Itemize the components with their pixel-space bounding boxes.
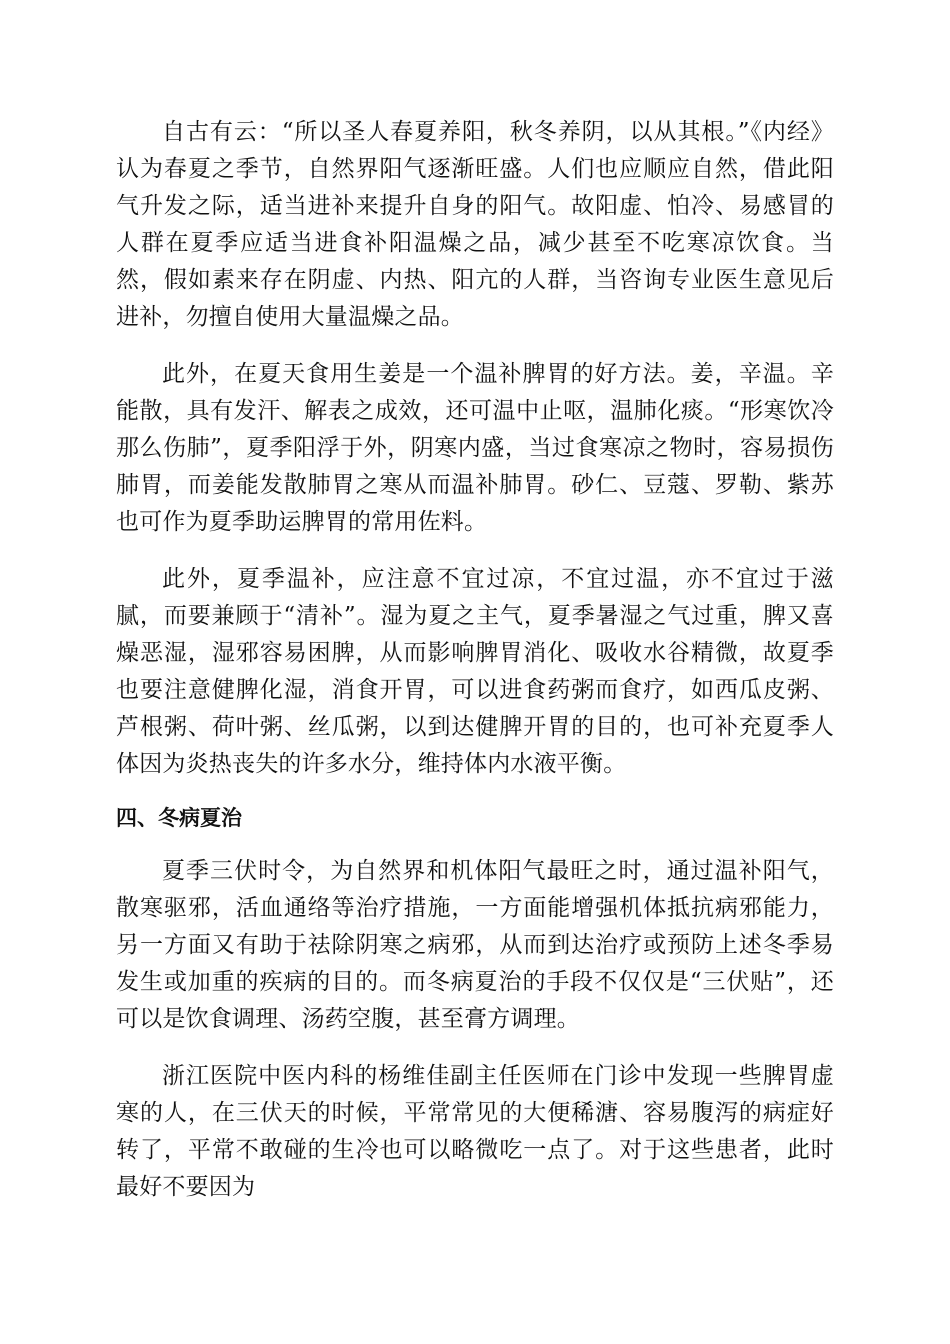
paragraph-ginger: 此外，在夏天食用生姜是一个温补脾胃的好方法。姜，辛温。辛能散，具有发汗、解表之成效，还可温中止呕，温肺化痰。“形寒饮冷那么伤肺”，夏季阳浮于外，阴寒内盛，当过食寒凉之物时，容易损伤肺胃，而姜能发散肺胃之寒从而温补肺胃。砂仁、豆蔻、罗勒、紫苏也可作为夏季助运脾胃的常用佐料。 (116, 361, 834, 535)
paragraph-summer-tonic: 此外，夏季温补，应注意不宜过凉，不宜过温，亦不宜过于滋腻，而要兼顾于“清补”。湿为夏之主气，夏季暑湿之气过重，脾又喜燥恶湿，湿邪容易困脾，从而影响脾胃消化、吸收水谷精微，故夏季也要注意健脾化湿，消食开胃，可以进食药粥而食疗，如西瓜皮粥、芦根粥、荷叶粥、丝瓜粥，以到达健脾开胃的目的，也可补充夏季人体因为炎热丧失的许多水分，维持体内水液平衡。 (116, 566, 834, 777)
document-page (116, 114, 834, 1226)
paragraph-winter-disease-summer-treatment: 夏季三伏时令，为自然界和机体阳气最旺之时，通过温补阳气，散寒驱邪，活血通络等治疗措施，一方面能增强机体抵抗病邪能力，另一方面又有助于祛除阴寒之病邪，从而到达治疗或预防上述冬季易发生或加重的疾病的目的。而冬病夏治的手段不仅仅是“三伏贴”，还可以是饮食调理、汤药空腹，甚至膏方调理。 (116, 858, 834, 1032)
section-heading: 四、冬病夏治 (116, 806, 242, 830)
paragraph-spring-summer-yang: 自古有云：“所以圣人春夏养阳，秋冬养阴，以从其根。”《内经》认为春夏之季节，自然界阳气逐渐旺盛。人们也应顺应自然，借此阳气升发之际，适当进补来提升自身的阳气。故阳虚、怕冷、易感冒的人群在夏季应适当进食补阳温燥之品，减少甚至不吃寒凉饮食。当然，假如素来存在阴虚、内热、阳亢的人群，当咨询专业医生意见后进补，勿擅自使用大量温燥之品。 (116, 119, 834, 330)
paragraph-zhejiang-hospital: 浙江医院中医内科的杨维佳副主任医师在门诊中发现一些脾胃虚寒的人，在三伏天的时候，平常常见的大便稀溏、容易腹泻的病症好转了，平常不敢碰的生冷也可以略微吃一点了。对于这些患者，此时最好不要因为 (116, 1063, 834, 1200)
